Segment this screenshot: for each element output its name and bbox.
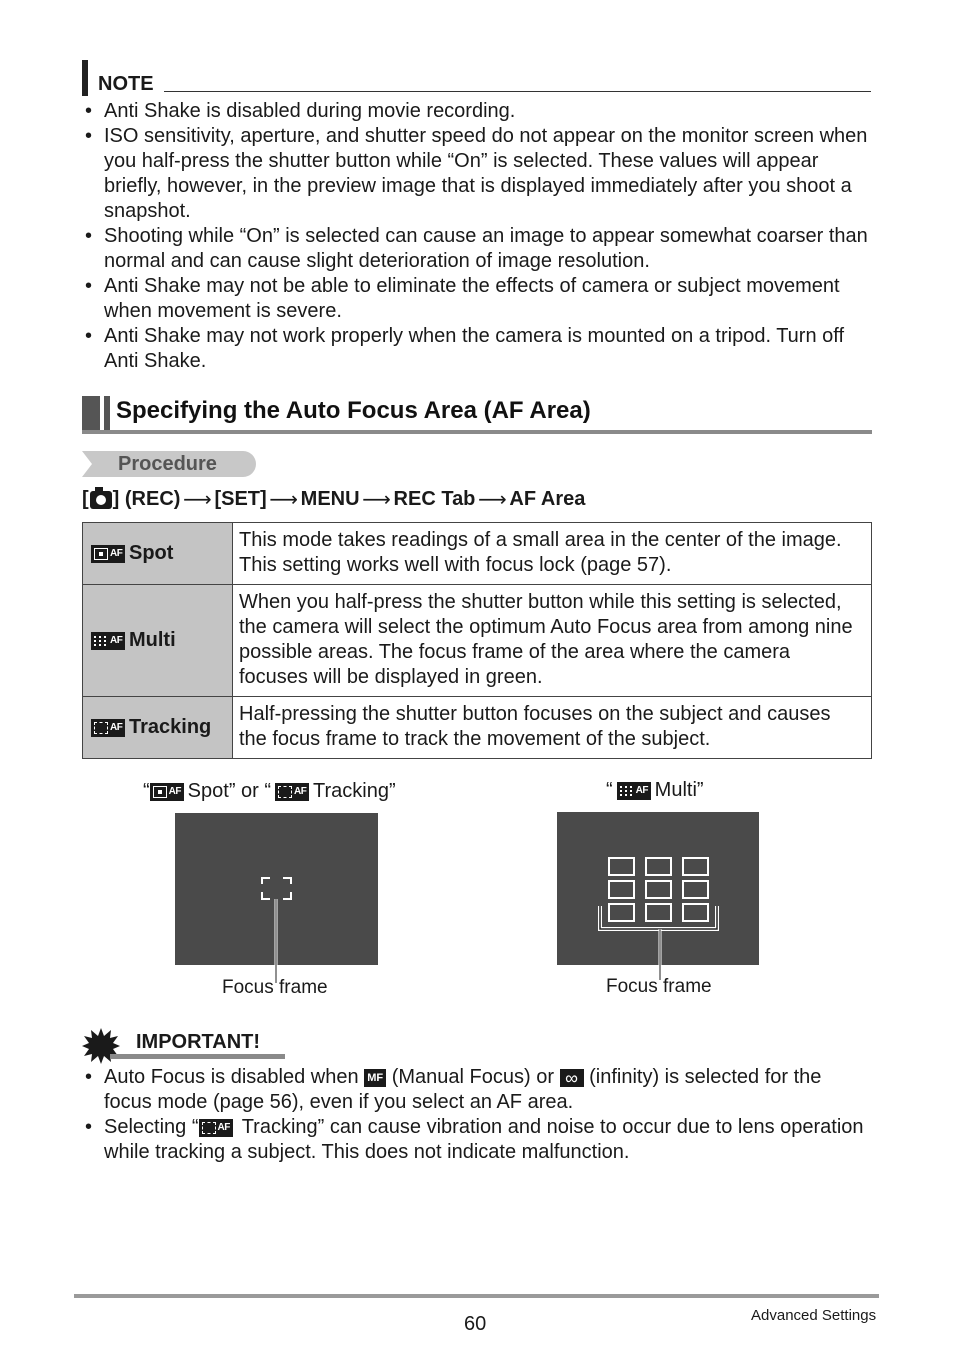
diagram-caption-multi: “ AF Multi” <box>606 779 704 801</box>
path-set: [SET] <box>214 488 267 510</box>
af-spot-icon: AF <box>150 783 184 801</box>
table-cell-description: When you half-press the shutter button while this setting is selected, the camera will select the optimum Auto Focus area from among nine possible areas. The focus frame of the area where the camera focuses will be displayed in green. <box>233 585 872 697</box>
arrow-right-icon: ⟶ <box>478 489 507 511</box>
list-item: • Shooting while “On” is selected can cause an image to appear somewhat coarser than normal and can cause slight deterioration of image resolution. <box>82 224 872 274</box>
note-marker <box>82 60 88 96</box>
list-item: • Selecting “ AF Tracking” can cause vibration and noise to occur due to lens operation while tracking a subject. This does not indicate malfunction. <box>82 1115 872 1165</box>
camera-icon <box>90 491 112 509</box>
footer-divider <box>74 1294 879 1298</box>
focus-frame <box>262 878 291 899</box>
multi-focus-frame-diagram <box>557 812 759 980</box>
procedure-label: Procedure <box>118 453 217 475</box>
note-title: NOTE <box>98 73 154 95</box>
arrow-right-icon: ⟶ <box>183 489 212 511</box>
af-multi-icon: AF <box>617 782 651 800</box>
list-item: • Anti Shake is disabled during movie recording. <box>82 99 872 124</box>
section-marker <box>82 396 100 434</box>
af-tracking-icon: AF <box>91 719 125 737</box>
list-item: • Anti Shake may not work properly when the camera is mounted on a tripod. Turn off Anti Shake. <box>82 324 872 374</box>
diagram-caption-spot-tracking: “ AF Spot” or “ AF Tracking” <box>143 780 396 802</box>
af-tracking-icon: AF <box>275 783 309 801</box>
af-multi-icon: AF <box>91 632 125 650</box>
procedure-badge-notch <box>82 451 92 477</box>
note-list <box>82 99 872 374</box>
manual-focus-icon: MF <box>364 1069 386 1087</box>
focus-frame-label: Focus frame <box>606 976 712 997</box>
important-title: IMPORTANT! <box>136 1031 261 1053</box>
focus-frame-grid <box>609 858 708 921</box>
footer-section-name: Advanced Settings <box>751 1307 877 1324</box>
arrow-right-icon: ⟶ <box>269 489 298 511</box>
path-af-area: AF Area <box>509 488 586 510</box>
table-cell-label: AF Multi <box>83 585 233 697</box>
path-menu: MENU <box>300 488 360 510</box>
table-row <box>83 585 872 697</box>
list-item: • Auto Focus is disabled when MF (Manual Focus) or ∞ (infinity) is selected for the focus mode (page 56), even if you select an AF area. <box>82 1065 872 1115</box>
table-row <box>83 523 872 585</box>
af-spot-icon: AF <box>91 545 125 563</box>
section-divider <box>82 430 872 434</box>
important-divider <box>110 1054 285 1059</box>
list-item: • ISO sensitivity, aperture, and shutter speed do not appear on the monitor screen when you half-press the shutter button while “On” is selected. These values will appear briefly, however, in the preview image that is displayed immediately after you shoot a snapshot. <box>82 124 872 224</box>
table-cell-description: This mode takes readings of a small area in the center of the image. This setting works well with focus lock (page 57). <box>233 523 872 585</box>
table-cell-label: AF Tracking <box>83 697 233 759</box>
af-tracking-icon: AF <box>199 1119 233 1137</box>
arrow-right-icon: ⟶ <box>362 489 391 511</box>
infinity-icon: ∞ <box>560 1069 584 1087</box>
list-item: • Anti Shake may not be able to eliminate the effects of camera or subject movement when movement is severe. <box>82 274 872 324</box>
note-divider <box>164 91 871 92</box>
important-list <box>82 1065 872 1165</box>
section-marker-thin <box>104 396 110 434</box>
focus-frame-label: Focus frame <box>222 977 328 998</box>
table-cell-description: Half-pressing the shutter button focuses on the subject and causes the focus frame to track the movement of the subject. <box>233 697 872 759</box>
af-area-table <box>82 522 872 759</box>
spot-focus-frame-diagram <box>175 813 378 983</box>
warning-burst-icon <box>82 1027 120 1065</box>
path-rec: ] (REC) <box>112 488 181 510</box>
table-row <box>83 697 872 759</box>
menu-path <box>82 487 585 512</box>
section-title: Specifying the Auto Focus Area (AF Area) <box>116 397 591 424</box>
table-cell-label: AF Spot <box>83 523 233 585</box>
path-bracket: [ <box>82 488 89 510</box>
path-rec-tab: REC Tab <box>393 488 476 510</box>
page-number: 60 <box>464 1313 487 1335</box>
